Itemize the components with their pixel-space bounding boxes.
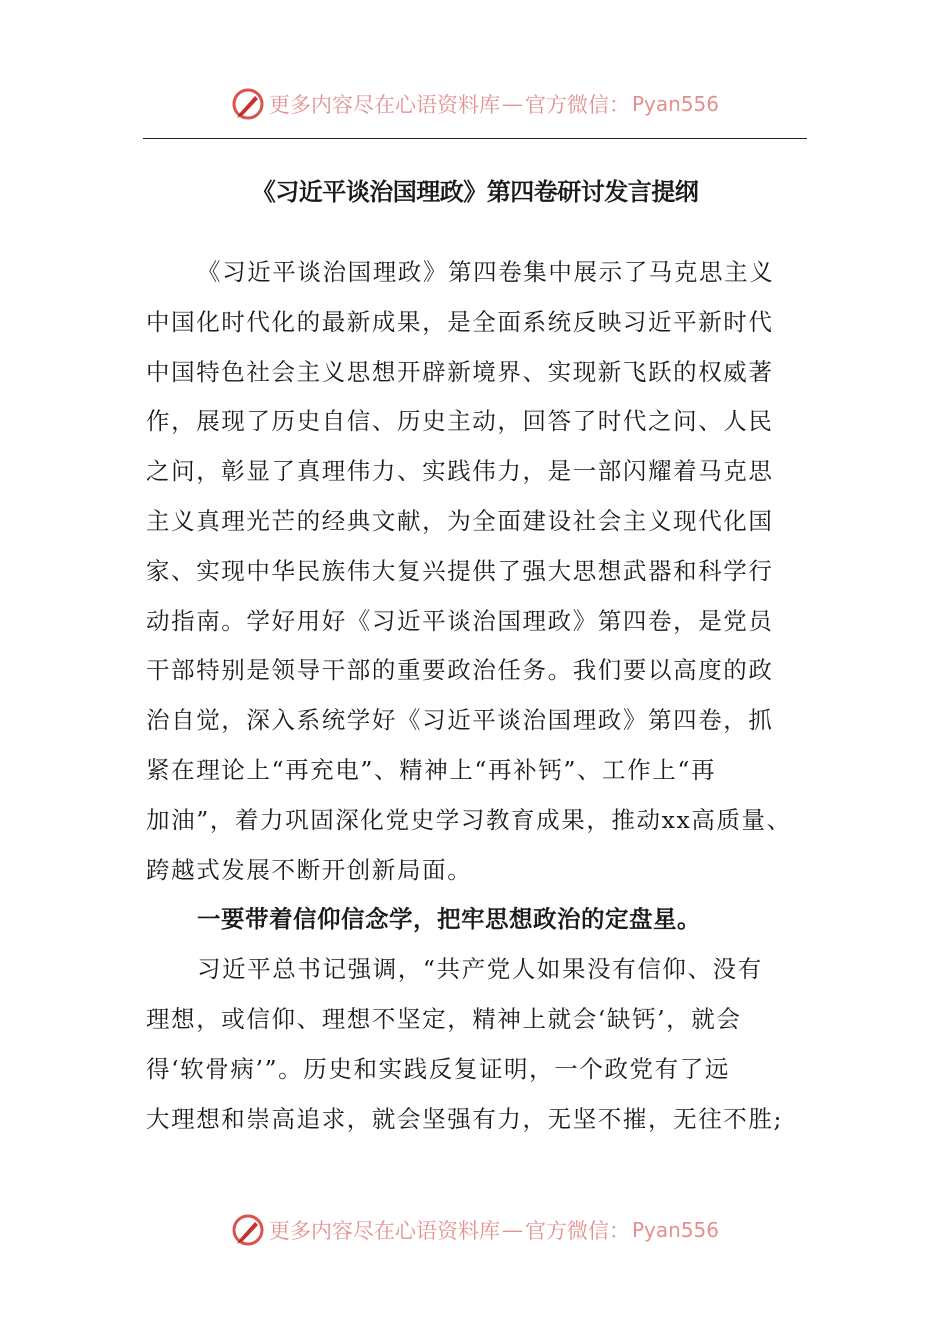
- body-line: 大理想和崇高追求，就会坚强有力，无坚不摧，无往不胜;: [146, 1104, 784, 1133]
- body-line: 干部特别是领导干部的重要政治任务。我们要以高度的政: [146, 656, 774, 685]
- body-line: 中国特色社会主义思想开辟新境界、实现新飞跃的权威著: [146, 357, 774, 386]
- section-heading: 一要带着信仰信念学，把牢思想政治的定盘星。: [197, 905, 701, 934]
- body-line: 《习近平谈治国理政》第四卷集中展示了马克思主义: [197, 258, 775, 286]
- watermark-separator: —: [501, 1218, 523, 1242]
- body-line: 之问，彰显了真理伟力、实践伟力，是一部闪耀着马克思: [146, 457, 774, 486]
- header-divider: [143, 138, 807, 139]
- quill-pen-logo-icon: [231, 87, 265, 121]
- body-line: 中国化时代化的最新成果，是全面系统反映习近平新时代: [146, 307, 774, 336]
- watermark-label: 官方微信：: [524, 93, 630, 117]
- document-body: [146, 248, 808, 1144]
- watermark-separator: —: [501, 92, 523, 116]
- body-line: 动指南。学好用好《习近平谈治国理政》第四卷，是党员: [146, 606, 774, 635]
- body-line: 作，展现了历史自信、历史主动，回答了时代之问、人民: [146, 407, 774, 436]
- body-line: 主义真理光芒的经典文献，为全面建设社会主义现代化国: [146, 506, 774, 535]
- footer-watermark: [0, 1210, 950, 1250]
- body-line: 习近平总书记强调，“共产党人如果没有信仰、没有: [197, 955, 763, 984]
- document-title: 《习近平谈治国理政》第四卷研讨发言提纲: [251, 178, 699, 206]
- watermark-id: Pyan556: [631, 92, 719, 116]
- body-line: 加油”，着力巩固深化党史学习教育成果，推动xx高质量、: [146, 805, 792, 834]
- body-line: 紧在理论上“再充电”、精神上“再补钙”、工作上“再: [146, 755, 717, 784]
- body-line: 跨越式发展不断开创新局面。: [146, 855, 473, 884]
- watermark-text: 更多内容尽在心语资料库: [268, 1219, 500, 1243]
- body-line: 家、实现中华民族伟大复兴提供了强大思想武器和科学行: [146, 556, 774, 585]
- body-line: 理想，或信仰、理想不坚定，精神上就会‘缺钙’，就会: [146, 1004, 742, 1033]
- quill-pen-logo-icon: [231, 1213, 265, 1247]
- watermark-id: Pyan556: [631, 1218, 719, 1242]
- body-line: 治自觉，深入系统学好《习近平谈治国理政》第四卷，抓: [146, 706, 774, 735]
- watermark-text: 更多内容尽在心语资料库: [268, 93, 500, 117]
- header-watermark: [0, 84, 950, 124]
- watermark-label: 官方微信：: [524, 1219, 630, 1243]
- body-line: 得‘软骨病’”。历史和实践反复证明，一个政党有了远: [146, 1054, 730, 1083]
